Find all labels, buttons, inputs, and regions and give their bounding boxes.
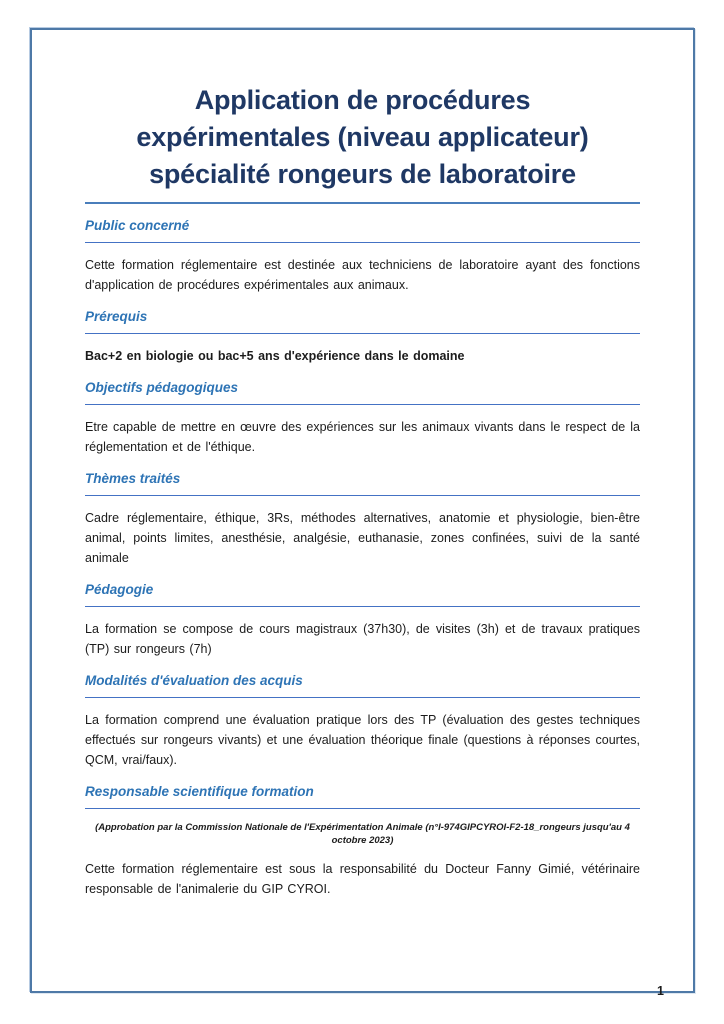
section-heading: Modalités d'évaluation des acquis — [85, 673, 640, 698]
section-heading: Pédagogie — [85, 582, 640, 607]
section-heading: Prérequis — [85, 309, 640, 334]
section-body: Etre capable de mettre en œuvre des expériences sur les animaux vivants dans le respect de la réglementation et de l'éthique. — [85, 420, 640, 454]
page-content — [30, 28, 695, 993]
section-heading: Public concerné — [85, 218, 640, 243]
title-line-2: expérimentales (niveau applicateur) — [136, 122, 589, 152]
section-heading: Objectifs pédagogiques — [85, 380, 640, 405]
section-body: La formation comprend une évaluation pratique lors des TP (évaluation des gestes techniques effectués sur rongeurs vivants) et une évaluation théorique finale (questions à réponses courtes, QCM, vrai/faux). — [85, 713, 640, 767]
title-line-1: Application de procédures — [194, 85, 531, 115]
section-responsable-scientifique — [85, 784, 640, 899]
section-modalites-evaluation — [85, 673, 640, 770]
section-body: Bac+2 en biologie ou bac+5 ans d'expérience dans le domaine — [85, 349, 465, 363]
section-heading: Thèmes traités — [85, 471, 640, 496]
page-number: 1 — [657, 984, 664, 998]
section-prerequis — [85, 309, 640, 366]
title-divider — [85, 202, 640, 204]
section-heading: Responsable scientifique formation — [85, 784, 640, 809]
section-body: Cette formation réglementaire est sous la responsabilité du Docteur Fanny Gimié, vétérinaire responsable de l'animalerie du GIP CYROI. — [85, 862, 640, 896]
section-body: Cette formation réglementaire est destinée aux techniciens de laboratoire ayant des fonctions d'application de procédures expérimentales aux animaux. — [85, 258, 640, 292]
section-body: La formation se compose de cours magistraux (37h30), de visites (3h) et de travaux pratiques (TP) sur rongeurs (7h) — [85, 622, 640, 656]
section-objectifs-pedagogiques — [85, 380, 640, 457]
section-body: Cadre réglementaire, éthique, 3Rs, méthodes alternatives, anatomie et physiologie, bien-être animal, points limites, anesthésie, analgésie, euthanasie, zones confinées, suivi de la santé animale — [85, 511, 640, 565]
approval-note: (Approbation par la Commission Nationale de l'Expérimentation Animale (n°I-974GIPCYROI-F2-18_rongeurs jusqu'au 4 octobre 2023) — [95, 822, 630, 846]
document-title — [85, 82, 640, 193]
section-themes-traites — [85, 471, 640, 568]
section-public-concerne — [85, 218, 640, 295]
section-pedagogie — [85, 582, 640, 659]
title-line-3: spécialité rongeurs de laboratoire — [149, 159, 576, 189]
